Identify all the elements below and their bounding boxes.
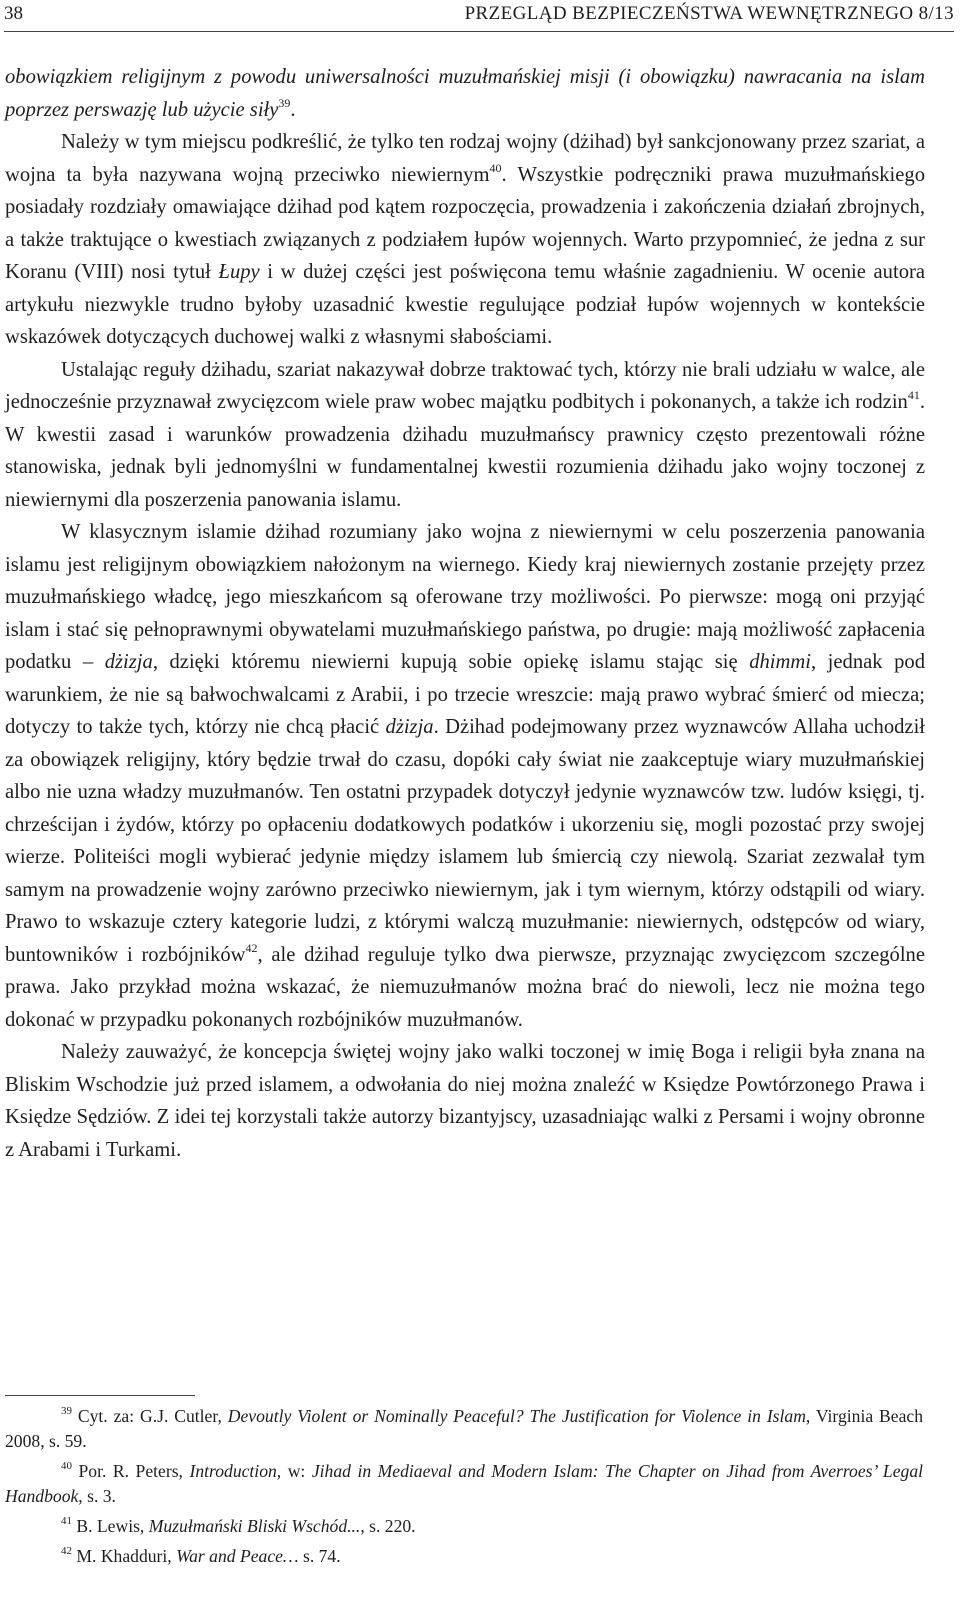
paragraph-continued: obowiązkiem religijnym z powodu uniwersalności muzułmańskiej misji (i obowiązku) nawracania na islam poprzez perswazję lub użycie siły$^{39}$. <box>5 66 925 121</box>
footnote-41: $^{41}$ B. Lewis, Muzułmański Bliski Wschód..., s. 220. <box>61 1515 416 1536</box>
footnote-ref-42[interactable]: 42 <box>245 940 258 955</box>
footnote-ref-40[interactable]: 40 <box>489 160 502 175</box>
footnote-divider <box>5 1395 195 1396</box>
paragraph-4: W klasycznym islamie dżihad rozumiany jako wojna z niewiernymi w celu poszerzenia panowania islamu jest religijnym obowiązkiem nałożonym na wiernego. Kiedy kraj niewiernych zostanie przejęty przez muzułmańskiego władcę, jego mieszkańcom są oferowane trzy możliwości. Po pierwsze: mogą oni przyjąć islam i stać się pełnoprawnymi obywatelami muzułmańskiego państwa, po drugie: mają możliwość zapłacenia podatku – dżizja, dzięki któremu niewierni kupują sobie opiekę islamu stając się dhimmi, jednak pod warunkiem, że nie są bałwochwalcami z Arabii, i po trzecie wreszcie: mają prawo wybrać śmierć od miecza; dotyczy to także tych, którzy nie chcą płacić dżizja. Dżihad podejmowany przez wyznawców Allaha uchodził za obowiązek religijny, który będzie trwał do czasu, dopóki cały świat nie zaakceptuje wiary muzułmańskiej albo nie uzna władzy muzułmanów. Ten ostatni przypadek dotyczył jedynie wyznawców tzw. ludów księgi, tj. chrześcijan i żydów, którzy po opłaceniu dodatkowych podatków i ukorzeniu się, mogli pozostać przy swojej wierze. Politeiści mogli wybierać jedynie między islamem lub śmiercią czy niewolą. Szariat zezwalał tym samym na prowadzenie wojny zarówno przeciwko niewiernym, jak i tym wiernym, którzy odstąpili od wiary. Prawo to wskazuje cztery kategorie ludzi, z którymi walczą muzułmanie: niewiernych, odstępców od wiary, buntowników i rozbójników$^{42}$, ale dżihad reguluje tylko dwa pierwsze, przyznając zwycięzcom szczególne prawa. Jako przykład można wskazać, że niemuzułmanów można brać do niewoli, lecz nie można tego dokonać w przypadku pokonanych rozbójników muzułmanów. <box>5 521 926 1031</box>
footnotes <box>5 1404 923 1574</box>
footnote-ref-41[interactable]: 41 <box>907 388 920 402</box>
italic-title: Introduction, <box>189 1461 282 1481</box>
paragraph-5: Należy zauważyć, że koncepcja świętej wojny jako walki toczonej w imię Boga i religii była znana na Bliskim Wschodzie już przed islamem, a odwołania do niej można znaleźć w Księdze Powtórzonego Prawa i Księdze Sędziów. Z idei tej korzystali także autorzy bizantyjscy, uzasadniając walki z Persami i wojny obronne z Arabami i Turkami. <box>5 1041 925 1161</box>
italic-term: Łupy <box>218 261 260 283</box>
journal-title: PRZEGLĄD BEZPIECZEŃSTWA WEWNĘTRZNEGO 8/13 <box>464 3 954 24</box>
running-header <box>4 0 954 32</box>
footnote-40: $^{40}$ Por. R. Peters, Introduction, w: Jihad in Mediaeval and Modern Islam: The Chapter on Jihad from Averroes’ Legal Handbook, s. 3. <box>5 1460 924 1506</box>
main-text <box>5 61 925 1166</box>
footnote-number: 39 <box>61 1405 72 1417</box>
footnote-ref-39[interactable]: 39 <box>278 95 291 110</box>
footnote-39: $^{39}$ Cyt. za: G.J. Cutler, Devoutly Violent or Nominally Peaceful? The Justification for Violence in Islam, Virginia Beach 2008, s. 59. <box>5 1405 923 1451</box>
footnote-number: 42 <box>61 1545 72 1557</box>
italic-term: dżizja <box>104 651 153 673</box>
italic-title: Jihad in Mediaeval and Modern Islam: The Chapter on Jihad from Averroes’ Legal Handbook <box>5 1461 924 1506</box>
italic-quote: obowiązkiem religijnym z powodu uniwersalności muzułmańskiej misji (i obowiązku) nawracania na islam poprzez perswazję lub użycie siły <box>5 66 925 121</box>
italic-term: dżizja <box>385 716 434 738</box>
italic-term: dhimmi <box>749 651 811 673</box>
italic-title: Muzułmański Bliski Wschód... <box>148 1516 361 1536</box>
page-number: 38 <box>4 3 23 24</box>
footnote-number: 41 <box>61 1515 72 1527</box>
italic-title: War and Peace… <box>176 1546 299 1566</box>
footnote-number: 40 <box>61 1460 72 1472</box>
paragraph-2: Należy w tym miejscu podkreślić, że tylko ten rodzaj wojny (dżihad) był sankcjonowany przez szariat, a wojna ta była nazywana wojną przeciwko niewiernym$^{40}$. Wszystkie podręczniki prawa muzułmańskiego posiadały rozdziały omawiające dżihad pod kątem rozpoczęcia, prowadzenia i zakończenia działań zbrojnych, a także traktujące o kwestiach związanych z podziałem łupów wojennych. Warto przypomnieć, że jedna z sur Koranu (VIII) nosi tytuł Łupy i w dużej części jest poświęcona temu właśnie zagadnieniu. W ocenie autora artykułu niezwykle trudno byłoby uzasadnić kwestie regulujące podział łupów wojennych w kontekście wskazówek dotyczących duchowej walki z własnymi słabościami. <box>5 131 925 348</box>
paragraph-3: Ustalając reguły dżihadu, szariat nakazywał dobrze traktować tych, którzy nie brali udziału w walce, ale jednocześnie przyznawał zwycięzcom wiele praw wobec majątku podbitych i pokonanych, a także ich rodzin$^{41}$. W kwestii zasad i warunków prowadzenia dżihadu muzułmańscy prawnicy często prezentowali różne stanowiska, jednak byli jednomyślni w fundamentalnej kwestii rozumienia dżihadu jako wojny toczonej z niewiernymi dla poszerzenia panowania islamu. <box>5 358 925 511</box>
footnote-42: $^{42}$ M. Khadduri, War and Peace… s. 74. <box>61 1545 341 1566</box>
italic-title: Devoutly Violent or Nominally Peaceful? The Justification for Violence in Islam <box>227 1406 806 1426</box>
